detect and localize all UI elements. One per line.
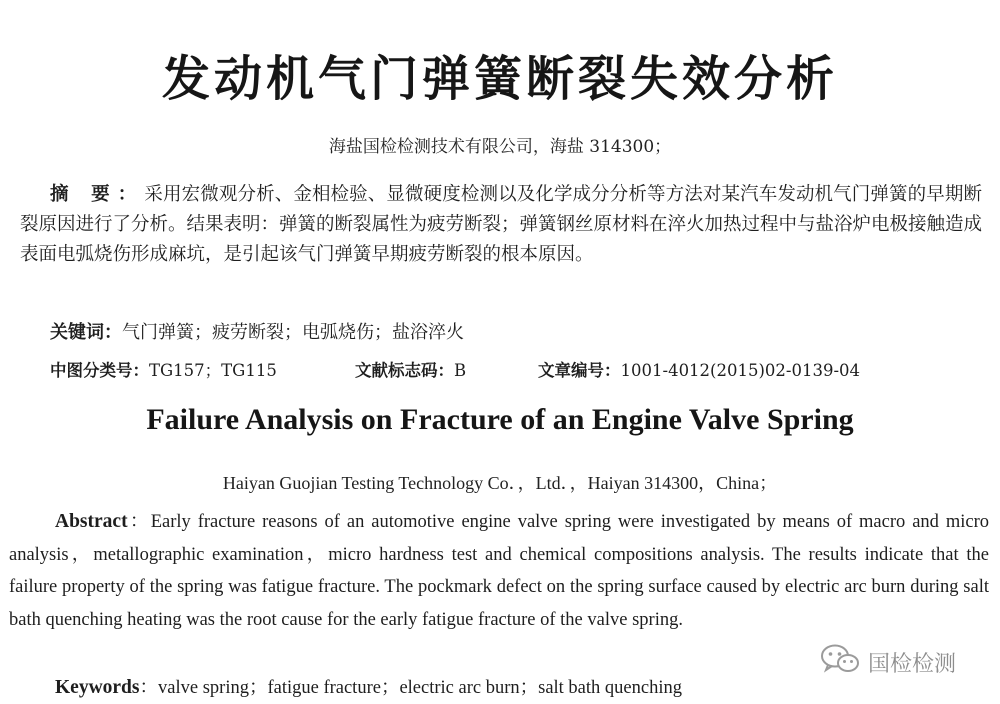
abstract-en	[9, 506, 989, 636]
keywords-cn-label: 关键词：	[50, 322, 122, 343]
affiliation-cn: 海盐国检检测技术有限公司，海盐 314300；	[328, 137, 672, 157]
clc-number	[50, 357, 277, 381]
abstract-en-text: Early fracture reasons of an automotive engine valve spring were investigated by means of macro and micro analysis，metallographic examination，micro hardness test and chemical compositions analysis. The results indicate that the failure property of the spring was fatigue fracture. The pockmark defect on the spring surface caused by electric arc burn during salt bath quenching heating was the root cause for the early fatigue fracture of the valve spring.	[9, 512, 989, 630]
doc-value: B	[454, 361, 467, 380]
keywords-en	[55, 673, 682, 699]
article-label: 文章编号：	[538, 361, 621, 380]
wechat-icon	[820, 643, 860, 681]
keywords-en-sep: ：	[139, 678, 159, 698]
paper-title-en: Failure Analysis on Fracture of an Engine Valve Spring	[146, 403, 854, 436]
abstract-cn-text: 采用宏微观分析、金相检验、显微硬度检测以及化学成分分析等方法对某汽车发动机气门弹簧的早期断裂原因进行了分析。结果表明：弹簧的断裂属性为疲劳断裂；弹簧钢丝原材料在淬火加热过程中与盐浴炉电极接触造成表面电弧烧伤形成麻坑，是引起该气门弹簧早期疲劳断裂的根本原因。	[20, 184, 983, 265]
keywords-cn	[50, 318, 464, 344]
clc-value: TG157；TG115	[149, 361, 277, 380]
abstract-en-sep: ：	[127, 512, 151, 532]
abstract-en-label: Abstract	[55, 511, 128, 532]
watermark-text: 国检检测	[868, 651, 957, 677]
affiliation-en: Haiyan Guojian Testing Technology Co．，Ltd．，Haiyan 314300，China；	[222, 473, 778, 493]
keywords-en-text: valve spring；fatigue fracture；electric arc burn；salt bath quenching	[158, 678, 682, 698]
abstract-cn-label: 摘 要：	[50, 184, 145, 205]
clc-label: 中图分类号：	[50, 361, 149, 380]
document-code	[355, 357, 466, 381]
keywords-en-label: Keywords	[55, 677, 140, 698]
paper-title-cn: 发动机气门弹簧断裂失效分析	[161, 51, 838, 107]
doc-label: 文献标志码：	[355, 361, 454, 380]
keywords-cn-text: 气门弹簧；疲劳断裂；电弧烧伤；盐浴淬火	[122, 322, 464, 343]
watermark-right	[820, 643, 956, 681]
article-number	[538, 357, 860, 381]
abstract-cn	[20, 180, 982, 270]
article-value: 1001-4012(2015)02-0139-04	[620, 361, 861, 380]
